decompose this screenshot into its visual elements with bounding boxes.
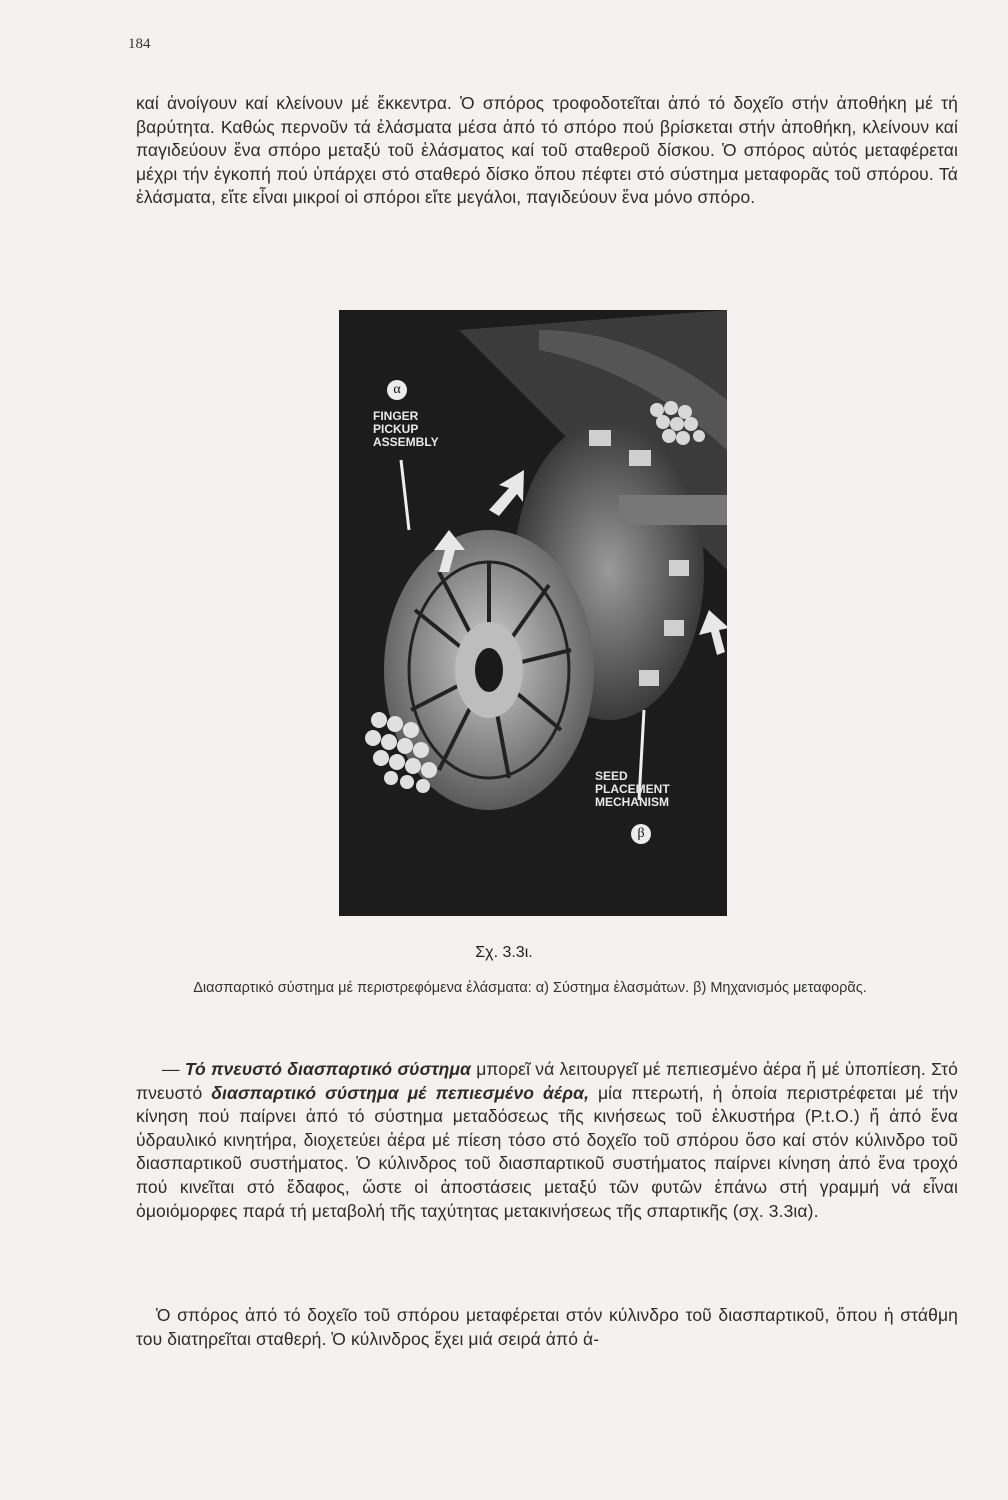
marker-a: α <box>387 380 407 400</box>
finger-label-line-3: ASSEMBLY <box>373 435 439 449</box>
para2-text-1: μπορεῖ νά λειτουργεῖ μέ πεπιεσμένο ἀέρα ἤ μέ ὑποπίεση. Στό πνευστό <box>136 1059 958 1103</box>
figure-photo <box>339 310 727 916</box>
paragraph-2 <box>136 1058 958 1223</box>
finger-pickup-label <box>373 410 439 449</box>
seed-label-line-2: PLACEMENT <box>595 782 670 796</box>
seed-placement-label <box>595 770 670 809</box>
finger-label-line-2: PICKUP <box>373 422 419 436</box>
page-number: 184 <box>128 36 151 52</box>
caption-number: Σχ. 3.3ι. <box>475 944 533 961</box>
para2-dash: — <box>162 1059 185 1079</box>
finger-label-line-1: FINGER <box>373 409 419 423</box>
caption-text: Διασπαρτικό σύστημα μέ περιστρεφόμενα ἐλάσματα: α) Σύστημα ἐλασμάτων. β) Μηχανισμός μεταφορᾶς. <box>193 980 867 996</box>
para2-bold-2: διασπαρτικό σύστημα μέ πεπιεσμένο ἀέρα, <box>211 1082 590 1103</box>
paragraph-3: Ὁ σπόρος ἀπό τό δοχεῖο τοῦ σπόρου μεταφέρεται στόν κύλινδρο τοῦ διασπαρτικοῦ, ὅπου ἡ στάθμη του διατηρεῖται σταθερή. Ὁ κύλινδρος ἔχει μιά σειρά ἀπό ἀ- <box>136 1305 958 1349</box>
para2-bold-1: Τό πνευστό διασπαρτικό σύστημα <box>184 1059 471 1079</box>
paragraph-1: καί ἀνοίγουν καί κλείνουν μέ ἔκκεντρα. Ὁ σπόρος τροφοδοτεῖται ἀπό τό δοχεῖο στήν ἀποθήκη μέ τή βαρύτητα. Καθώς περνοῦν τά ἐλάσματα μέσα ἀπό τό σπόρο πού βρίσκεται στήν ἀποθήκη, κλείνουν καί παγιδεύουν ἕνα σπόρο μεταξύ τοῦ ἐλάσματος καί τοῦ σταθεροῦ δίσκου. Ὁ σπόρος αὐτός μεταφέρεται μέχρι τήν ἐγκοπή πού ὑπάρχει στό σταθερό δίσκο ὅπου πέφτει στό σύστημα μεταφορᾶς τοῦ σπόρου. Τά ἐλάσματα, εἴτε εἶναι μικροί οἱ σπόροι εἴτε μεγάλοι, παγιδεύουν ἕνα μόνο σπόρο. <box>136 93 958 207</box>
seed-label-line-3: MECHANISM <box>595 795 669 809</box>
para2-text-2: μία πτερωτή, ἡ ὁποία περιστρέφεται μέ τήν κίνηση πού παίρνει ἀπό τό σύστημα μεταδόσεως τῆς κινήσεως τοῦ ἑλκυστήρα (P.t.O.) ἤ ἀπό ἕνα ὑδραυλικό κινητήρα, διοχετεύει ἀέρα μέ πίεση τόσο στό δοχεῖο τοῦ σπόρου ὅσο καί στόν κύλινδρο τοῦ διασπαρτικοῦ συστήματος. Ὁ κύλινδρος τοῦ διασπαρτικοῦ συστήματος παίρνει κίνηση ἀπό ἕνα τροχό πού κινεῖται στό ἔδαφος, ὥστε οἱ ἀποστάσεις μεταξύ τῶν φυτῶν ἐπάνω στή γραμμή νά εἶναι ὁμοιόμορφες παρά τή μεταβολή τῆς ταχύτητας μετακινήσεως τῆς σπαρτικῆς (σχ. 3.3ια). <box>136 1082 958 1221</box>
seed-label-line-1: SEED <box>595 769 628 783</box>
marker-b: β <box>631 824 651 844</box>
seed-disc-illustration <box>339 310 727 916</box>
